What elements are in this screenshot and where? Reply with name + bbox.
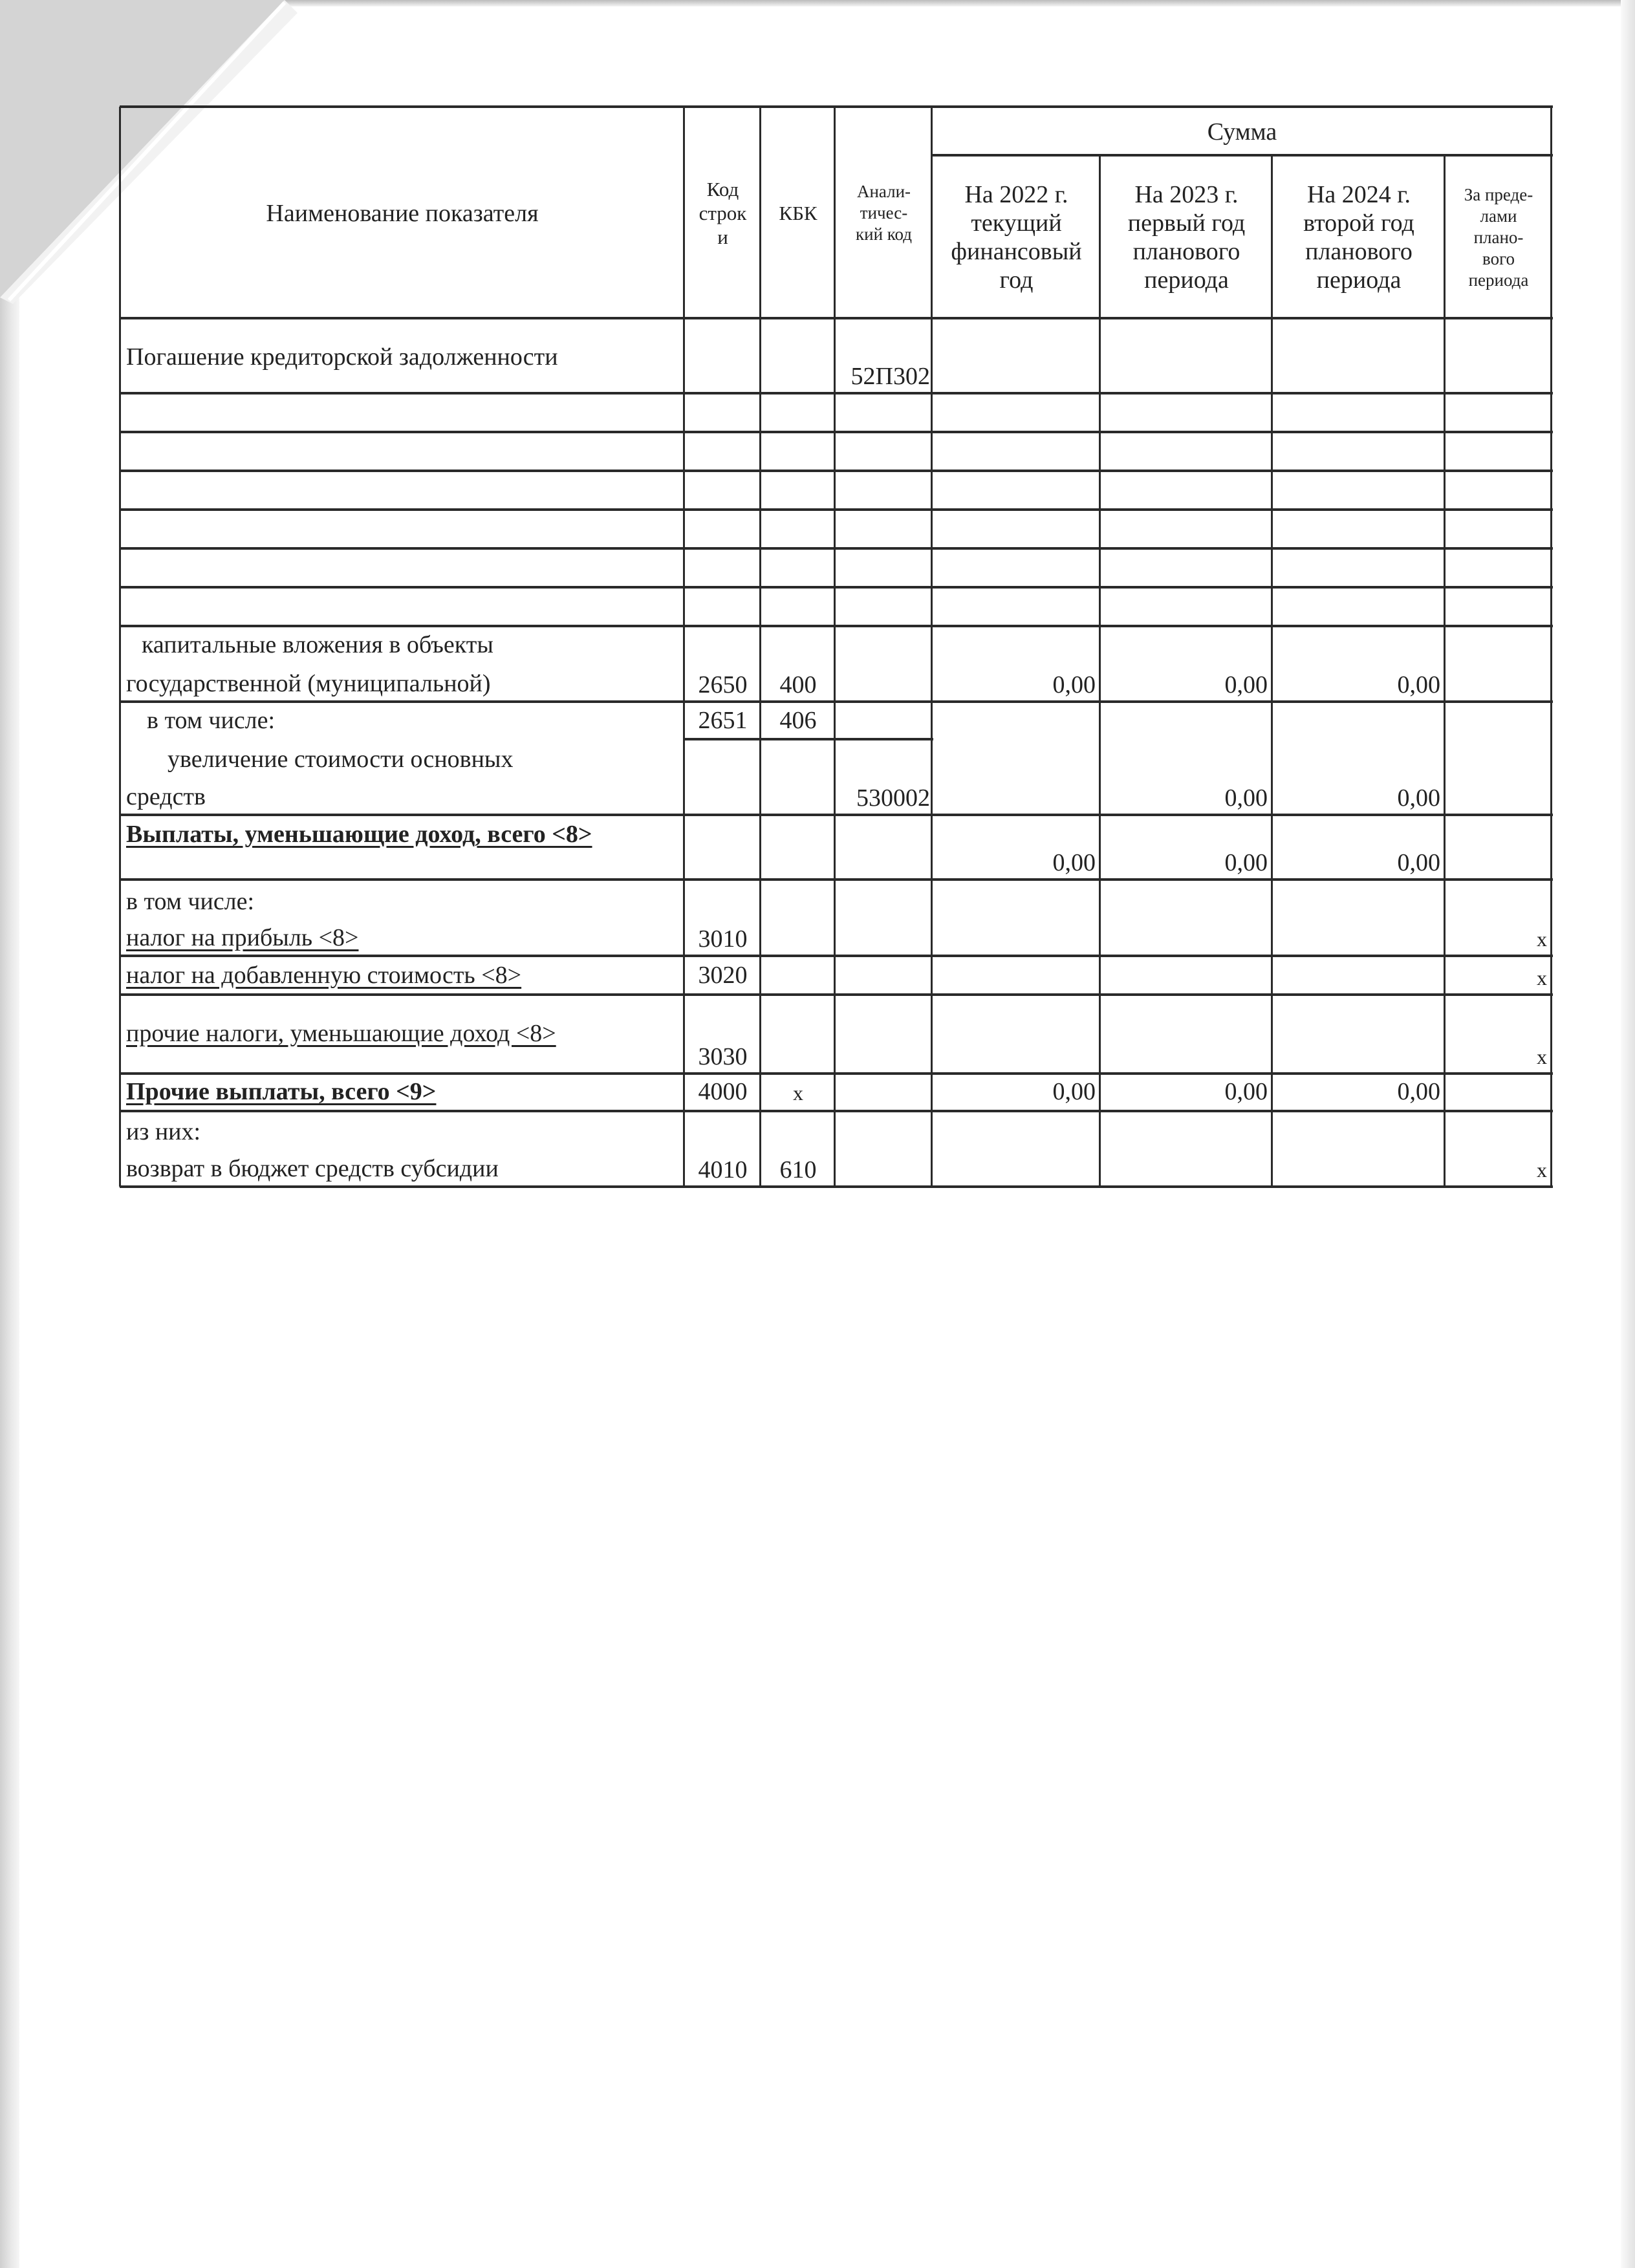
col-divider: [759, 107, 761, 1187]
header-year-2024-text: На 2024 г. второй год планового периода: [1303, 181, 1414, 294]
row-subsidy-beyond-text: x: [1537, 1158, 1547, 1182]
col-divider: [834, 107, 836, 1187]
header-beyond-plan-text: За преде-лами плано-вого периода: [1464, 184, 1533, 290]
row-other-tax-name-text: прочие налоги, уменьшающие доход <8>: [126, 1020, 556, 1047]
col-divider: [931, 107, 933, 1187]
row-capex-name-line1: капитальные вложения в объекты: [142, 631, 493, 658]
row-fixed-name-2: [121, 783, 684, 811]
row-fixed-name-line1: увеличение стоимости основных: [168, 746, 514, 773]
row-other-pay-2023: [1101, 1077, 1272, 1106]
row-capex-2024-text: 0,00: [1397, 671, 1440, 698]
row-subsidy-beyond: [1446, 1112, 1551, 1187]
row-divider: [120, 1110, 1553, 1112]
row-other-pay-2024-text: 0,00: [1397, 1078, 1440, 1105]
row-fixed-2023-text: 0,00: [1224, 784, 1268, 812]
row-subsidy-pre: [121, 1118, 684, 1146]
row-subsidy-pre-text: из них:: [126, 1118, 201, 1145]
row-capex-name: [121, 631, 684, 659]
row-vat-code: [686, 961, 760, 989]
row-reduce-2022: [933, 816, 1099, 880]
table-border-bottom: [120, 1185, 1553, 1188]
header-analytic-code: [836, 108, 931, 318]
row-vat-name: [121, 961, 684, 989]
row-capex-kbk: [762, 627, 834, 702]
row-reduce-2023-text: 0,00: [1224, 849, 1268, 876]
row-incl-code: [686, 706, 760, 735]
col-divider: [1271, 155, 1273, 1187]
row-divider: [120, 700, 1553, 703]
table-border-left: [119, 107, 121, 1187]
row-other-pay-2022: [933, 1077, 1099, 1106]
scan-edge-right: [1621, 0, 1635, 2268]
row-vat-beyond: [1446, 957, 1551, 995]
row-reduce-2024-text: 0,00: [1397, 849, 1440, 876]
header-year-2024: [1273, 157, 1444, 318]
header-name: [121, 108, 684, 318]
row-capex-name-line2: государственной (муниципальной): [126, 670, 491, 697]
row-profit-name: [121, 923, 684, 952]
row-fixed-analytic: [836, 740, 931, 815]
row-reduce-2022-text: 0,00: [1052, 849, 1096, 876]
row-vat-beyond-text: x: [1537, 966, 1547, 989]
row-profit-pre: [121, 887, 684, 916]
row-incl-name: [121, 706, 684, 735]
row-other-pay-kbk: [762, 1079, 834, 1107]
row-incl-code-text: 2651: [698, 707, 748, 734]
row-other-pay-kbk-text: x: [793, 1081, 803, 1105]
col-divider: [683, 107, 685, 1187]
row-repay-analytic-text: 52П302: [850, 363, 930, 390]
row-profit-beyond-text: x: [1537, 927, 1547, 951]
table-border-top: [120, 105, 1553, 108]
header-sum-group: [933, 108, 1551, 155]
header-row-code-text: Код строк и: [698, 178, 747, 248]
header-year-2023: [1101, 157, 1272, 318]
row-other-pay-code-text: 4000: [698, 1078, 748, 1105]
row-other-tax-beyond: [1446, 996, 1551, 1074]
row-divider: [120, 993, 1553, 996]
header-year-2022-text: На 2022 г. текущий финансовый год: [951, 181, 1082, 294]
row-subsidy-code: [686, 1112, 760, 1187]
table-border-right: [1550, 107, 1552, 1187]
row-capex-name-2: [121, 669, 684, 698]
row-other-tax-beyond-text: x: [1537, 1045, 1547, 1068]
row-other-tax-code-text: 3030: [698, 1043, 748, 1070]
row-incl-kbk-text: 406: [779, 707, 817, 734]
row-divider: [120, 1072, 1553, 1075]
row-subsidy-kbk-text: 610: [779, 1156, 817, 1183]
row-subsidy-kbk: [762, 1112, 834, 1187]
row-divider: [120, 625, 1553, 627]
header-sum-group-text: Сумма: [1207, 118, 1277, 146]
row-fixed-2024-text: 0,00: [1397, 784, 1440, 812]
row-vat-name-text: налог на добавленную стоимость <8>: [126, 962, 522, 989]
row-profit-code: [686, 881, 760, 956]
row-reduce-name-text: Выплаты, уменьшающие доход, всего <8>: [126, 821, 592, 848]
header-sum-divider: [931, 154, 1553, 157]
row-repay-name-text: Погашение кредиторской задолженности: [126, 343, 558, 371]
col-divider: [1444, 155, 1446, 1187]
row-reduce-name: [121, 820, 684, 848]
row-divider: [120, 431, 1553, 433]
row-capex-code-text: 2650: [698, 671, 748, 698]
row-other-pay-2024: [1273, 1077, 1444, 1106]
row-other-pay-name-text: Прочие выплаты, всего <9>: [126, 1078, 437, 1105]
row-other-tax-name: [121, 1019, 684, 1048]
row-reduce-2023: [1101, 816, 1272, 880]
row-other-pay-2022-text: 0,00: [1052, 1078, 1096, 1105]
row-capex-kbk-text: 400: [779, 671, 817, 698]
row-capex-2023: [1101, 627, 1272, 702]
row-other-pay-code: [686, 1077, 760, 1106]
header-name-text: Наименование показателя: [266, 199, 539, 227]
row-divider: [120, 317, 1553, 319]
header-year-2023-text: На 2023 г. первый год планового периода: [1127, 181, 1246, 294]
row-divider: [120, 508, 1553, 511]
row-capex-2024: [1273, 627, 1444, 702]
row-fixed-analytic-text: 530002: [856, 784, 930, 812]
scan-edge-left: [0, 0, 19, 2268]
header-row-code: [686, 108, 760, 318]
row-fixed-name: [121, 745, 684, 773]
header-kbk: [762, 108, 834, 318]
header-kbk-text: КБК: [779, 202, 817, 224]
row-divider-partial: [684, 738, 933, 740]
row-capex-2023-text: 0,00: [1224, 671, 1268, 698]
row-divider: [120, 878, 1553, 881]
row-other-pay-name: [121, 1077, 684, 1106]
row-divider: [120, 586, 1553, 589]
header-analytic-code-text: Анали-тичес-кий код: [856, 182, 912, 244]
row-divider: [120, 814, 1553, 816]
header-beyond-plan: [1446, 157, 1551, 318]
row-profit-pre-text: в том числе:: [126, 888, 255, 915]
row-subsidy-code-text: 4010: [698, 1156, 748, 1183]
row-incl-name-text: в том числе:: [147, 707, 276, 734]
header-year-2022: [933, 157, 1099, 318]
row-incl-kbk: [762, 706, 834, 735]
row-capex-2022: [933, 627, 1099, 702]
row-other-pay-2023-text: 0,00: [1224, 1078, 1268, 1105]
row-divider: [120, 470, 1553, 472]
row-repay-name: [121, 343, 684, 371]
row-vat-code-text: 3020: [698, 962, 748, 989]
row-divider: [120, 955, 1553, 957]
row-capex-code: [686, 627, 760, 702]
row-repay-analytic: [836, 319, 931, 393]
row-other-tax-code: [686, 996, 760, 1074]
row-profit-name-text: налог на прибыль <8>: [126, 924, 359, 951]
row-divider: [120, 392, 1553, 394]
row-fixed-2024: [1273, 740, 1444, 815]
row-fixed-name-line2: средств: [126, 783, 206, 810]
row-profit-code-text: 3010: [698, 925, 748, 953]
row-subsidy-name-text: возврат в бюджет средств субсидии: [126, 1155, 499, 1182]
row-divider: [120, 547, 1553, 550]
row-capex-2022-text: 0,00: [1052, 671, 1096, 698]
row-reduce-2024: [1273, 816, 1444, 880]
row-subsidy-name: [121, 1154, 684, 1183]
row-profit-beyond: [1446, 881, 1551, 956]
row-fixed-2023: [1101, 740, 1272, 815]
col-divider: [1099, 155, 1101, 1187]
